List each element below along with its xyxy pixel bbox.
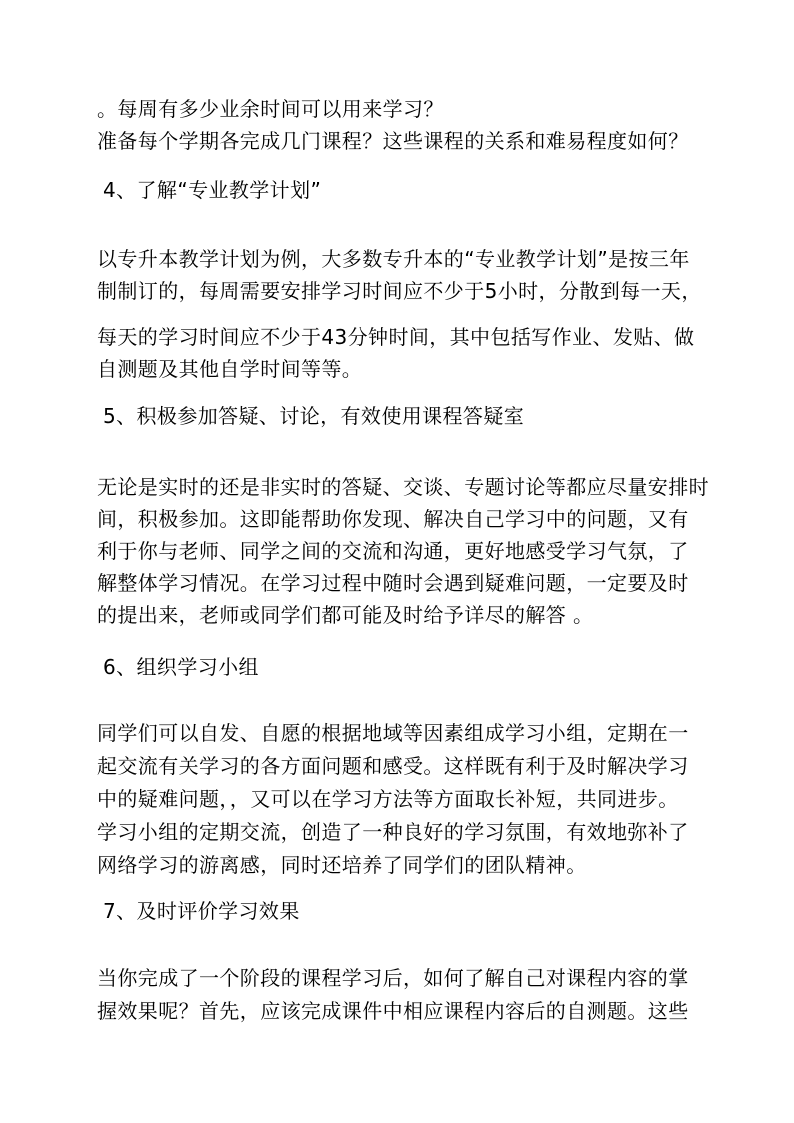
section-heading: 6、组织学习小组 bbox=[103, 655, 259, 679]
text-line: 间，积极参加。这即能帮助你发现、解决自己学习中的问题，又有 bbox=[97, 507, 689, 531]
text-line: 解整体学习情况。在学习过程中随时会遇到疑难问题，一定要及时 bbox=[97, 571, 689, 595]
text-line: 每天的学习时间应不少于43分钟时间，其中包括写作业、发贴、做 bbox=[97, 325, 695, 349]
text-line: 网络学习的游离感，同时还培养了同学们的团队精神。 bbox=[97, 853, 587, 877]
section-heading: 4、了解“专业教学计划” bbox=[103, 178, 322, 202]
text-line: 准备每个学期各完成几门课程？这些课程的关系和难易程度如何？ bbox=[97, 129, 689, 153]
text-line: 制制订的，每周需要安排学习时间应不少于5小时，分散到每一天， bbox=[97, 279, 702, 303]
text-line: 当你完成了一个阶段的课程学习后，如何了解自己对课程内容的掌 bbox=[97, 966, 689, 990]
text-line: 自测题及其他自学时间等等。 bbox=[97, 357, 363, 381]
text-line: 中的疑难问题，，又可以在学习方法等方面取长补短，共同进步。 bbox=[97, 787, 679, 811]
text-line: 。每周有多少业余时间可以用来学习？ bbox=[97, 97, 444, 121]
text-line: 无论是实时的还是非实时的答疑、交谈、专题讨论等都应尽量安排时 bbox=[97, 475, 709, 499]
text-line: 学习小组的定期交流，创造了一种良好的学习氛围，有效地弥补了 bbox=[97, 820, 689, 844]
text-line: 握效果呢？首先，应该完成课件中相应课程内容后的自测题。这些 bbox=[97, 999, 689, 1023]
text-line: 利于你与老师、同学之间的交流和沟通，更好地感受学习气氛，了 bbox=[97, 539, 689, 563]
text-line: 的提出来，老师或同学们都可能及时给予详尽的解答 。 bbox=[97, 603, 594, 627]
text-line: 同学们可以自发、自愿的根据地域等因素组成学习小组，定期在一 bbox=[97, 721, 689, 745]
text-line: 以专升本教学计划为例，大多数专升本的“专业教学计划”是按三年 bbox=[97, 247, 690, 271]
text-line: 起交流有关学习的各方面问题和感受。这样既有利于及时解决学习 bbox=[97, 754, 689, 778]
section-heading: 5、积极参加答疑、讨论，有效使用课程答疑室 bbox=[103, 404, 525, 428]
section-heading: 7、及时评价学习效果 bbox=[103, 899, 300, 923]
